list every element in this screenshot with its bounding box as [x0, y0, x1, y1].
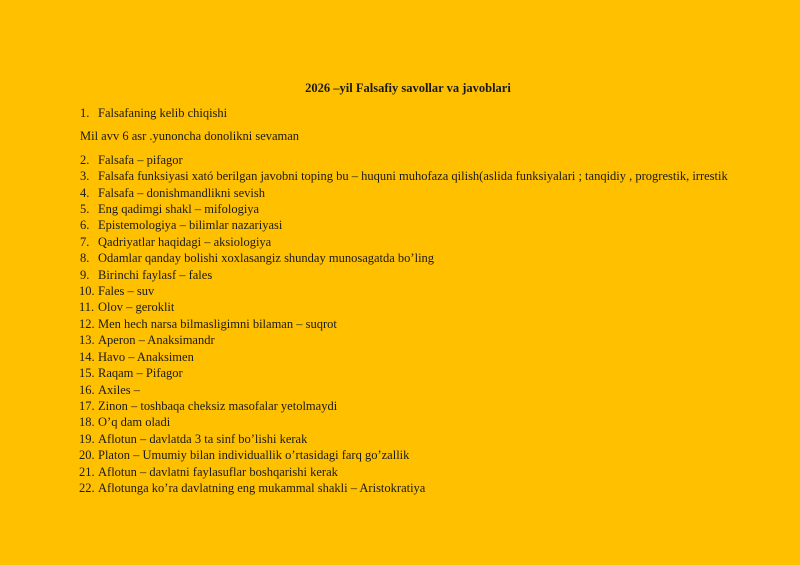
- list-item-text: Aflotun – davlatda 3 ta sinf bo’lishi kerak: [98, 431, 308, 446]
- list-item-text: Aperon – Anaksimandr: [98, 333, 215, 348]
- list-item-text: Zinon – toshbaqa cheksiz masofalar yetolmaydi: [98, 398, 338, 413]
- list-item: [80, 299, 748, 315]
- list-item-number: 3.: [80, 169, 90, 184]
- list-item-number: 8.: [80, 251, 90, 266]
- list-item-text: Aflotunga ko’ra davlatning eng mukammal shakli – Aristokratiya: [98, 480, 426, 495]
- list-item-text: Birinchi faylasf – fales: [98, 267, 213, 282]
- list-item-text: Havo – Anaksimen: [98, 349, 194, 364]
- list-item: [80, 332, 748, 348]
- list-item-text: Axiles –: [98, 382, 141, 397]
- list-item: [80, 152, 748, 168]
- list-item: [80, 316, 748, 332]
- list-item: [80, 414, 748, 430]
- list-item-number: 6.: [80, 218, 90, 233]
- note-line: Mil avv 6 asr .yunoncha donolikni sevaman: [80, 129, 300, 144]
- list-item: [80, 398, 748, 414]
- list-item-number: 1.: [80, 106, 90, 120]
- list-item-number: 9.: [80, 267, 90, 282]
- list-item-text: Olov – geroklit: [98, 300, 175, 315]
- list-item: [80, 217, 748, 233]
- list-item-text: Platon – Umumiy bilan individuallik o’rtasidagi farq go’zallik: [98, 448, 410, 463]
- list-item-text: Men hech narsa bilmasligimni bilaman – suqrot: [98, 316, 337, 331]
- qa-items: [80, 152, 748, 497]
- list-item-number: 10.: [79, 284, 95, 299]
- list-item-text: Falsafa – donishmandlikni sevish: [98, 185, 265, 200]
- list-item-text: Aflotun – davlatni faylasuflar boshqarishi kerak: [98, 464, 338, 479]
- list-item: [80, 250, 748, 266]
- list-item: [80, 267, 748, 283]
- list-item-number: 14.: [79, 349, 95, 364]
- list-item-text: O’q dam oladi: [98, 415, 171, 430]
- list-item-number: 15.: [79, 366, 95, 381]
- list-item: [80, 201, 748, 217]
- list-item-number: 18.: [79, 415, 95, 430]
- list-item: [80, 105, 748, 121]
- list-item-number: 17.: [79, 398, 95, 413]
- list-item-number: 12.: [79, 316, 95, 331]
- list-item: [80, 431, 748, 447]
- list-item-text: Odamlar qanday bolishi xoxlasangiz shunday munosagatda bo’ling: [98, 251, 435, 266]
- list-item-text: Epistemologiya – bilimlar nazariyasi: [98, 218, 283, 233]
- document-title: 2026 –yil Falsafiy savollar va javoblari: [305, 81, 511, 95]
- list-item-number: 22.: [79, 480, 95, 495]
- list-item: [80, 185, 748, 201]
- list-item: [80, 283, 748, 299]
- list-item-number: 19.: [79, 431, 95, 446]
- list-item-number: 16.: [79, 382, 95, 397]
- list-item-number: 21.: [79, 464, 95, 479]
- list-item-number: 11.: [79, 300, 95, 315]
- list-item: [80, 349, 748, 365]
- list-item-text: Fales – suv: [98, 284, 155, 299]
- list-item-text: Falsafa – pifagor: [98, 152, 183, 167]
- list-item-text: Eng qadimgi shakl – mifologiya: [98, 202, 260, 217]
- list-item: [80, 234, 748, 250]
- list-item: [80, 464, 748, 480]
- list-item-text: Qadriyatlar haqidagi – aksiologiya: [98, 234, 272, 249]
- qa-list: [80, 105, 748, 496]
- list-item-text: Falsafaning kelib chiqishi: [98, 106, 228, 120]
- list-item-number: 2.: [80, 152, 90, 167]
- list-item-number: 13.: [79, 333, 95, 348]
- list-item: [80, 480, 748, 496]
- list-item: [80, 365, 748, 381]
- list-item-number: 4.: [80, 185, 90, 200]
- list-item: [80, 382, 748, 398]
- list-item-text: Falsafa funksiyasi xató berilgan javobni toping bu – huquni muhofaza qilish(aslida funksiyalari ; tanqidiy , progrestik, irrestik: [98, 169, 728, 184]
- list-item-number: 20.: [79, 448, 95, 463]
- list-item-number: 5.: [80, 202, 90, 217]
- list-item: [80, 447, 748, 463]
- list-item-number: 7.: [80, 234, 90, 249]
- list-item: [80, 168, 748, 184]
- list-item-text: Raqam – Pifagor: [98, 366, 183, 381]
